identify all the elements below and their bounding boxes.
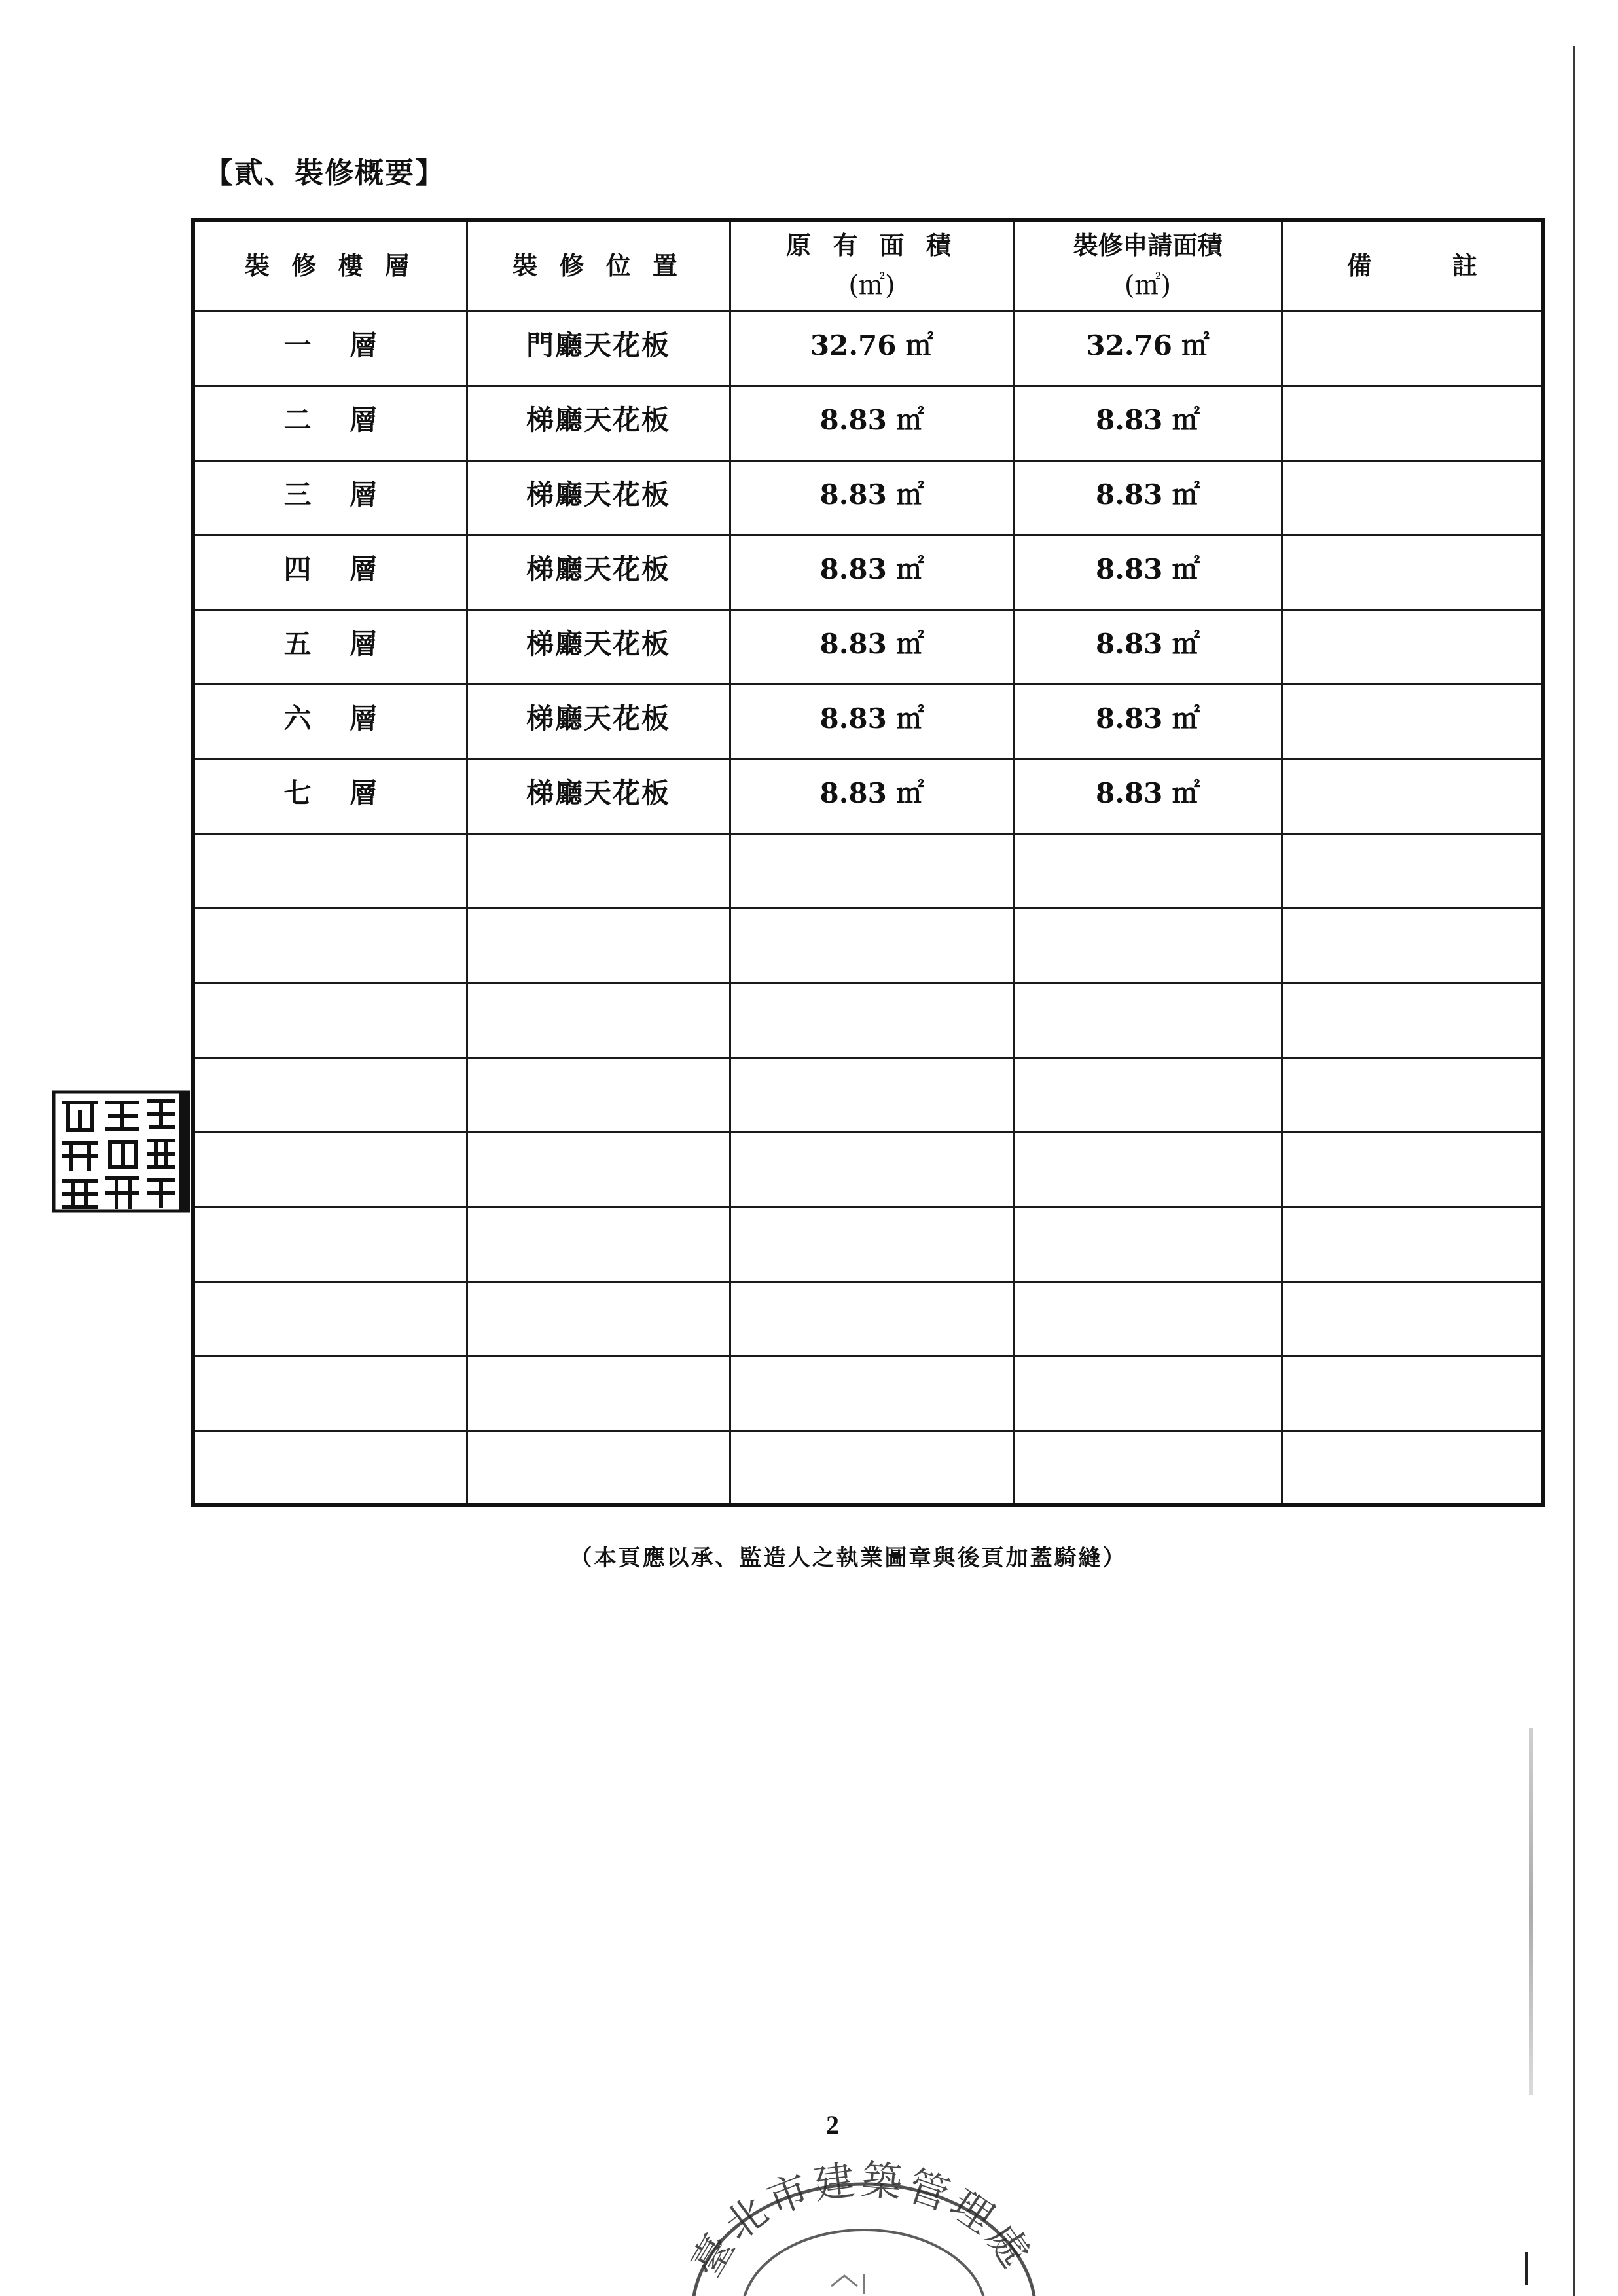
empty-cell <box>193 1057 467 1132</box>
floor-cell: 一 層 <box>193 311 467 386</box>
location-cell: 梯廳天花板 <box>467 386 730 460</box>
empty-cell <box>730 1057 1014 1132</box>
empty-cell <box>730 1356 1014 1430</box>
empty-cell <box>467 1057 730 1132</box>
original-area-cell: 8.83 ㎡ <box>730 610 1014 684</box>
empty-cell <box>467 983 730 1057</box>
blank-table-row <box>193 1430 1543 1505</box>
empty-cell <box>467 1207 730 1281</box>
empty-cell <box>730 1207 1014 1281</box>
original-area-cell: 8.83 ㎡ <box>730 460 1014 535</box>
header-original-area <box>730 220 1014 311</box>
header-applied-area-label: 裝修申請面積 <box>1073 230 1223 260</box>
blank-table-row <box>193 1057 1543 1132</box>
applied-area-cell: 32.76 ㎡ <box>1014 311 1282 386</box>
empty-cell <box>193 1356 467 1430</box>
renovation-summary-table <box>191 218 1545 1507</box>
original-area-cell: 8.83 ㎡ <box>730 535 1014 610</box>
empty-cell <box>193 1132 467 1207</box>
header-applied-area-unit: (㎡) <box>1124 270 1172 301</box>
location-cell: 梯廳天花板 <box>467 759 730 833</box>
footer-note: （本頁應以承、監造人之執業圖章與後頁加蓋騎縫） <box>569 1545 1127 1571</box>
original-area-cell: 8.83 ㎡ <box>730 684 1014 759</box>
empty-cell <box>730 983 1014 1057</box>
remarks-cell <box>1282 460 1543 535</box>
empty-cell <box>467 1132 730 1207</box>
empty-cell <box>467 833 730 908</box>
empty-cell <box>193 1207 467 1281</box>
empty-cell <box>730 833 1014 908</box>
empty-cell <box>730 1281 1014 1356</box>
empty-cell <box>1014 1281 1282 1356</box>
remarks-cell <box>1282 311 1543 386</box>
architect-seal <box>51 1088 194 1216</box>
table-body <box>193 311 1543 1505</box>
svg-text:臺北市建築管理處 <box>682 2155 1041 2285</box>
table-row <box>193 386 1543 460</box>
applied-area-cell: 8.83 ㎡ <box>1014 610 1282 684</box>
applied-area-cell: 8.83 ㎡ <box>1014 684 1282 759</box>
remarks-cell <box>1282 684 1543 759</box>
header-remarks-label: 備 註 <box>1346 250 1477 280</box>
office-seal-text: 臺北市建築管理處 <box>682 2155 1042 2286</box>
location-cell: 梯廳天花板 <box>467 684 730 759</box>
empty-cell <box>193 833 467 908</box>
office-seal <box>668 2155 1060 2296</box>
table-row <box>193 535 1543 610</box>
empty-cell <box>1282 1430 1543 1505</box>
remarks-cell <box>1282 610 1543 684</box>
header-location-label: 裝 修 位 置 <box>512 250 684 280</box>
empty-cell <box>1282 833 1543 908</box>
location-cell: 梯廳天花板 <box>467 610 730 684</box>
blank-table-row <box>193 1356 1543 1430</box>
original-area-cell: 8.83 ㎡ <box>730 759 1014 833</box>
empty-cell <box>1014 983 1282 1057</box>
empty-cell <box>1282 1356 1543 1430</box>
remarks-cell <box>1282 759 1543 833</box>
header-original-area-label: 原 有 面 積 <box>786 230 958 260</box>
empty-cell <box>730 908 1014 983</box>
empty-cell <box>467 1356 730 1430</box>
page-number: 2 <box>826 2110 839 2140</box>
remarks-cell <box>1282 535 1543 610</box>
header-floor-label: 裝 修 樓 層 <box>244 250 416 280</box>
empty-cell <box>467 1430 730 1505</box>
empty-cell <box>1014 1132 1282 1207</box>
blank-table-row <box>193 908 1543 983</box>
floor-cell: 六 層 <box>193 684 467 759</box>
header-location <box>467 220 730 311</box>
scan-edge-strip <box>1529 1728 1533 2095</box>
empty-cell <box>1282 983 1543 1057</box>
blank-table-row <box>193 1281 1543 1356</box>
floor-cell: 二 層 <box>193 386 467 460</box>
empty-cell <box>1014 1356 1282 1430</box>
empty-cell <box>1014 1207 1282 1281</box>
original-area-cell: 32.76 ㎡ <box>730 311 1014 386</box>
empty-cell <box>193 1430 467 1505</box>
original-area-cell: 8.83 ㎡ <box>730 386 1014 460</box>
applied-area-cell: 8.83 ㎡ <box>1014 759 1282 833</box>
empty-cell <box>193 1281 467 1356</box>
empty-cell <box>1282 1281 1543 1356</box>
floor-cell: 三 層 <box>193 460 467 535</box>
table-header-row <box>193 220 1543 311</box>
applied-area-cell: 8.83 ㎡ <box>1014 386 1282 460</box>
blank-table-row <box>193 983 1543 1057</box>
blank-table-row <box>193 1207 1543 1281</box>
empty-cell <box>467 1281 730 1356</box>
section-heading: 【貳、裝修概要】 <box>204 156 445 190</box>
empty-cell <box>467 908 730 983</box>
empty-cell <box>1282 1132 1543 1207</box>
applied-area-cell: 8.83 ㎡ <box>1014 460 1282 535</box>
location-cell: 門廳天花板 <box>467 311 730 386</box>
blank-table-row <box>193 833 1543 908</box>
table-row <box>193 610 1543 684</box>
header-applied-area <box>1014 220 1282 311</box>
table-row <box>193 311 1543 386</box>
empty-cell <box>730 1132 1014 1207</box>
empty-cell <box>1282 1207 1543 1281</box>
table-row <box>193 684 1543 759</box>
floor-cell: 四 層 <box>193 535 467 610</box>
location-cell: 梯廳天花板 <box>467 535 730 610</box>
table-row <box>193 460 1543 535</box>
empty-cell <box>193 983 467 1057</box>
empty-cell <box>193 908 467 983</box>
page-edge-line <box>1573 46 1575 2296</box>
remarks-cell <box>1282 386 1543 460</box>
empty-cell <box>1014 1430 1282 1505</box>
empty-cell <box>730 1430 1014 1505</box>
floor-cell: 七 層 <box>193 759 467 833</box>
empty-cell <box>1282 1057 1543 1132</box>
header-remarks <box>1282 220 1543 311</box>
blank-table-row <box>193 1132 1543 1207</box>
empty-cell <box>1282 908 1543 983</box>
applied-area-cell: 8.83 ㎡ <box>1014 535 1282 610</box>
header-floor <box>193 220 467 311</box>
empty-cell <box>1014 1057 1282 1132</box>
table-row <box>193 759 1543 833</box>
floor-cell: 五 層 <box>193 610 467 684</box>
empty-cell <box>1014 908 1282 983</box>
header-original-area-unit: (㎡) <box>848 270 895 301</box>
empty-cell <box>1014 833 1282 908</box>
location-cell: 梯廳天花板 <box>467 460 730 535</box>
staple-mark <box>1525 2252 1528 2285</box>
